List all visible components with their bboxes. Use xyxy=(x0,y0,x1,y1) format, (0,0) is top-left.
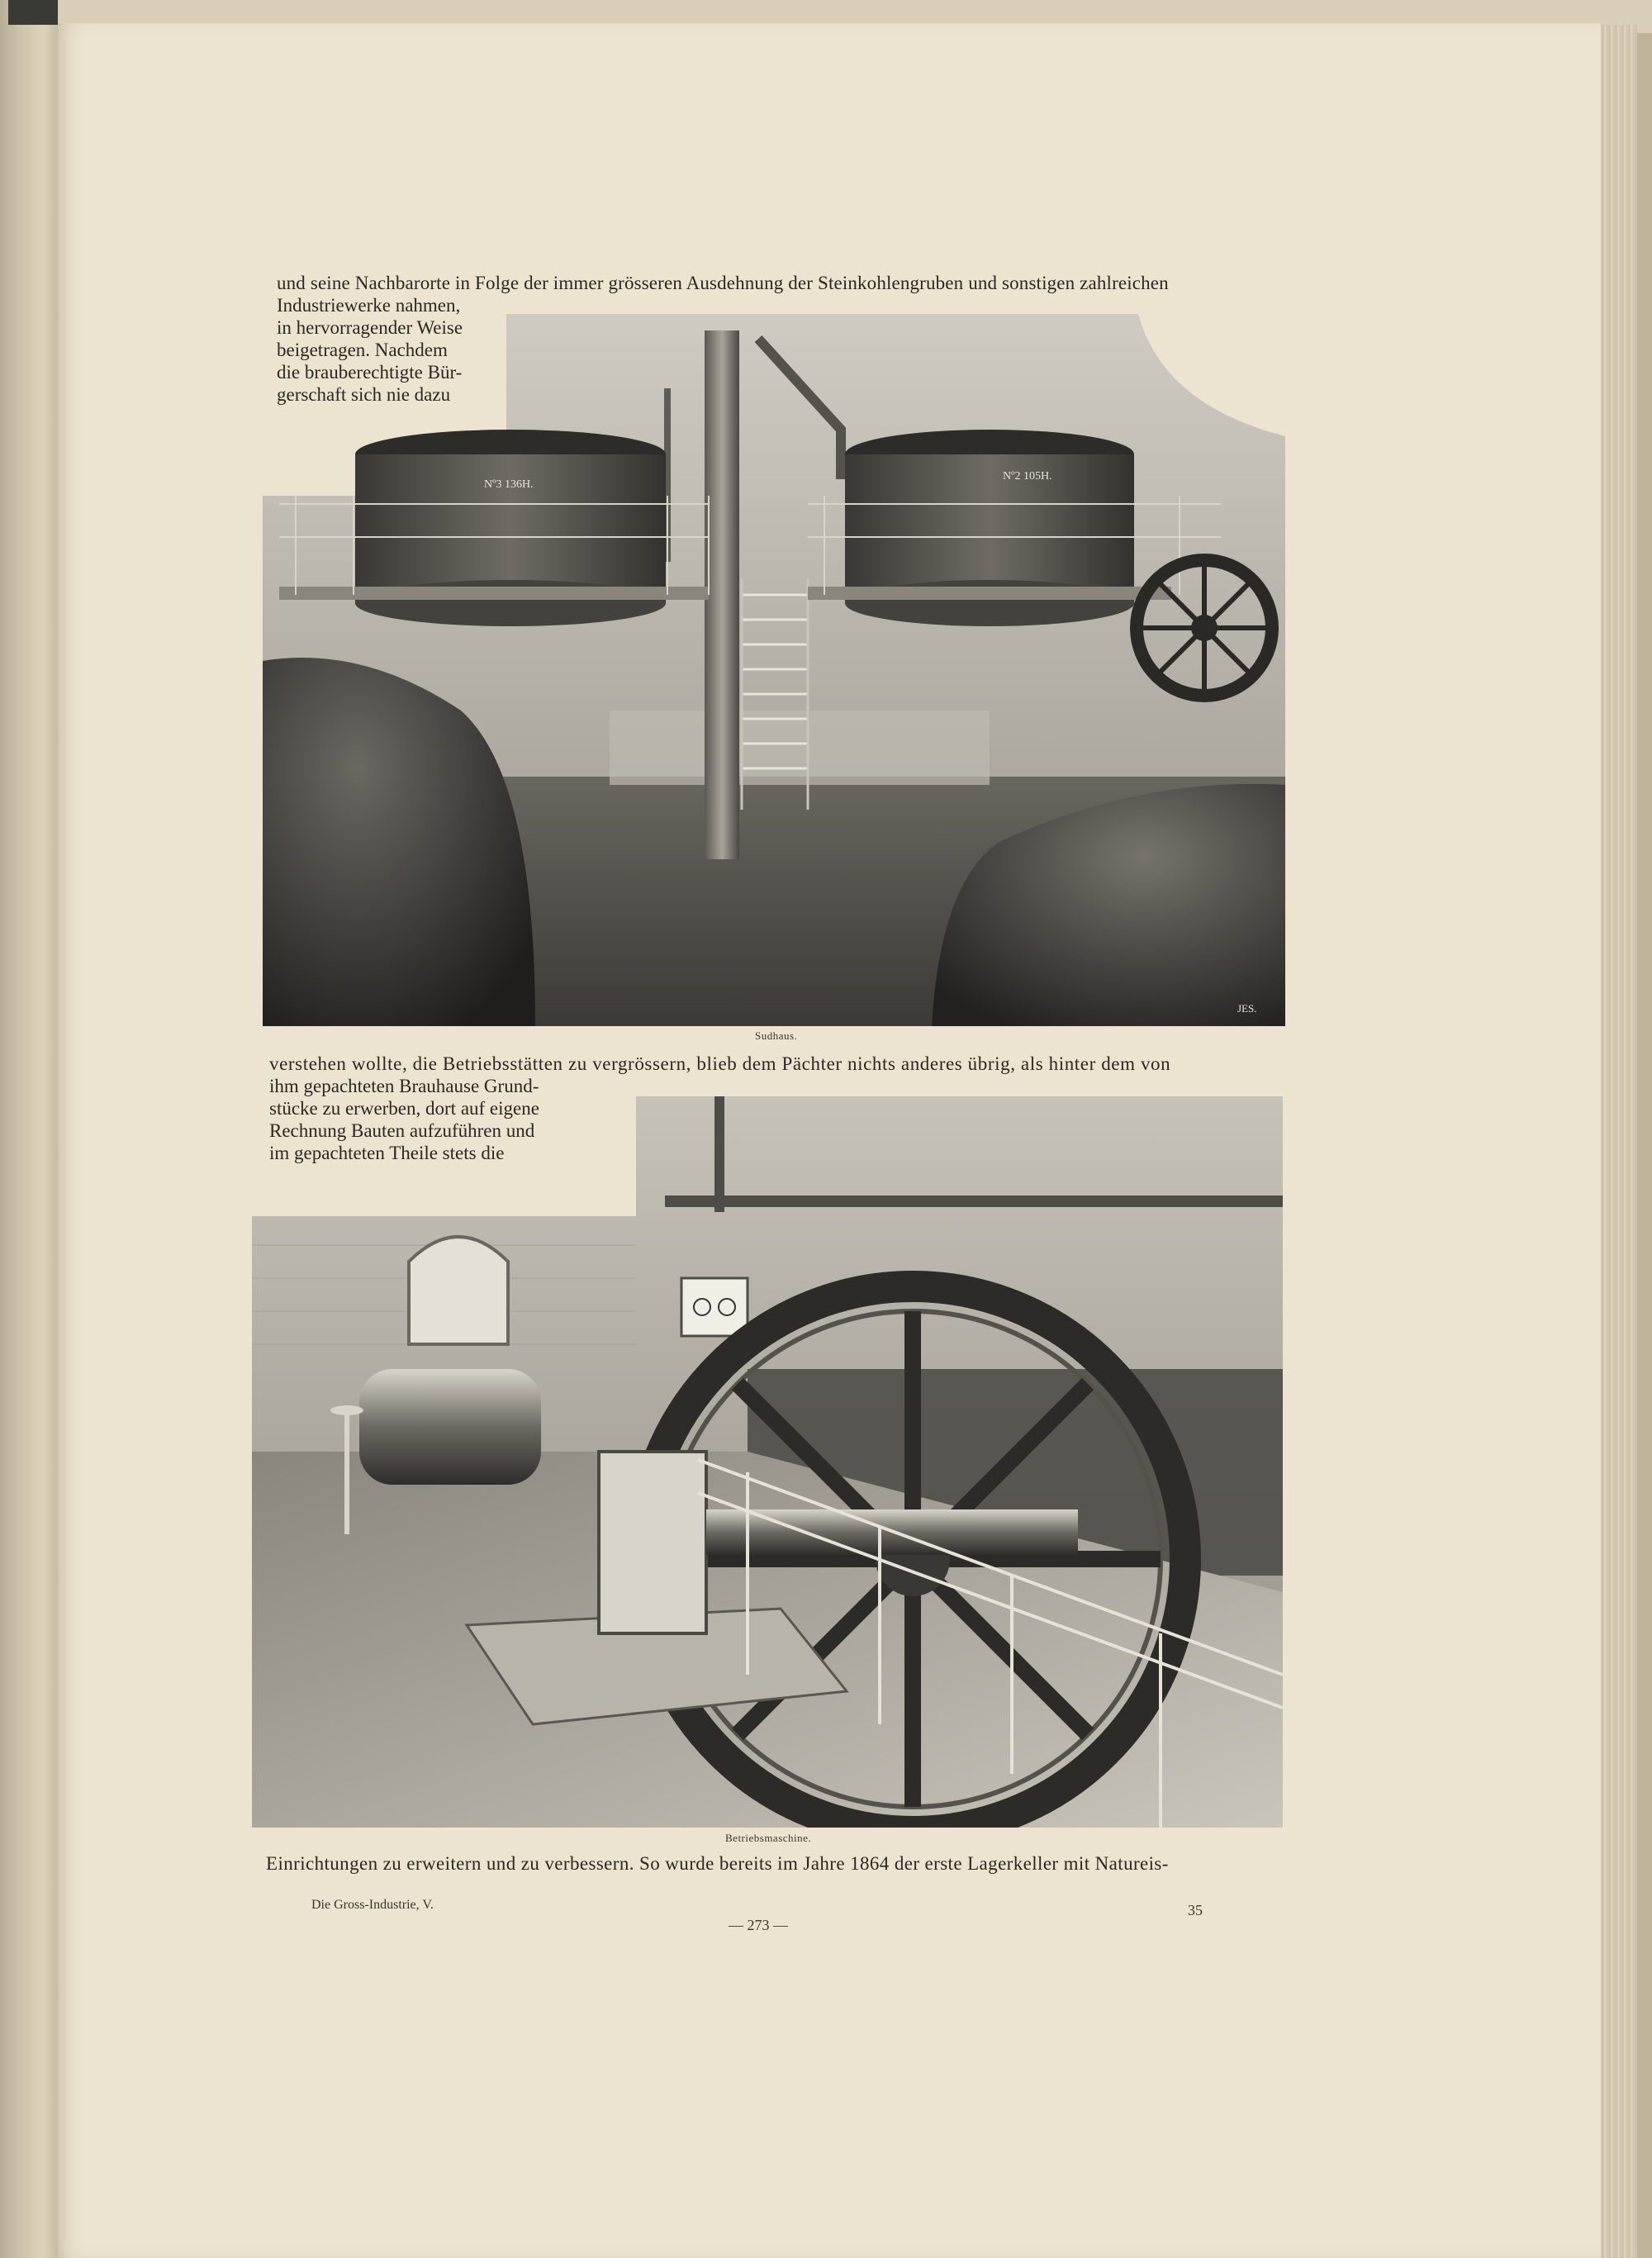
page-number: — 273 — xyxy=(729,1917,788,1933)
paragraph-2-line-1-text: verstehen wollte, die Betriebsstätten zu vergrössern, blieb dem Pächter nichts anderes übrig, als hinter dem von xyxy=(269,1053,1171,1074)
paragraph-1-narrow-line-5: gerschaft sich nie dazu xyxy=(277,384,451,405)
paragraph-2-line-1 xyxy=(269,1053,1285,1074)
vessel-left-label: Nº3 136H. xyxy=(484,478,534,491)
paragraph-1-narrow-line-1: Industriewerke nahmen, xyxy=(277,295,461,316)
page-stack-edge xyxy=(1601,25,1637,2258)
sudhaus-engraving xyxy=(263,314,1285,1026)
paragraph-1-line-1 xyxy=(277,273,1289,293)
engraver-signature: JES. xyxy=(1237,1002,1257,1015)
sudhaus-caption: Sudhaus. xyxy=(755,1029,798,1042)
betriebsmaschine-photograph xyxy=(252,1096,1283,1828)
paragraph-1-narrow-line-3: beigetragen. Nachdem xyxy=(277,340,448,360)
vessel-right-label: Nº2 105H. xyxy=(1003,470,1052,482)
paragraph-3-line-1-text: Einrichtungen zu erweitern und zu verbessern. So wurde bereits im Jahre 1864 der erste Lagerkeller mit Natureis- xyxy=(266,1853,1169,1874)
paragraph-1-narrow-line-2: in hervorragender Weise xyxy=(277,317,463,338)
left-page-edge xyxy=(0,0,58,2258)
betriebsmaschine-caption: Betriebsmaschine. xyxy=(725,1832,812,1844)
paragraph-2-narrow-line-1: ihm gepachteten Brauhause Grund- xyxy=(269,1076,539,1096)
publication-footer: Die Gross-Industrie, V. xyxy=(311,1898,434,1912)
paragraph-3-line-1 xyxy=(266,1853,1285,1874)
paragraph-1-narrow-line-4: die brauberechtigte Bür- xyxy=(277,362,463,383)
paragraph-2-narrow-line-2: stücke zu erwerben, dort auf eigene xyxy=(269,1098,539,1119)
signature-number: 35 xyxy=(1188,1902,1203,1918)
paragraph-2-narrow-line-3: Rechnung Bauten aufzuführen und xyxy=(269,1120,535,1141)
sudhaus-photograph xyxy=(263,314,1285,1026)
book-cover-edge xyxy=(1637,33,1652,2258)
paragraph-1-line-1-text: und seine Nachbarorte in Folge der immer grösseren Ausdehnung der Steinkohlengruben und sonstigen zahlreichen xyxy=(277,273,1169,293)
binding-band xyxy=(8,0,58,25)
betriebsmaschine-engraving xyxy=(252,1096,1283,1828)
paragraph-2-narrow-line-4: im gepachteten Theile stets die xyxy=(269,1143,505,1163)
